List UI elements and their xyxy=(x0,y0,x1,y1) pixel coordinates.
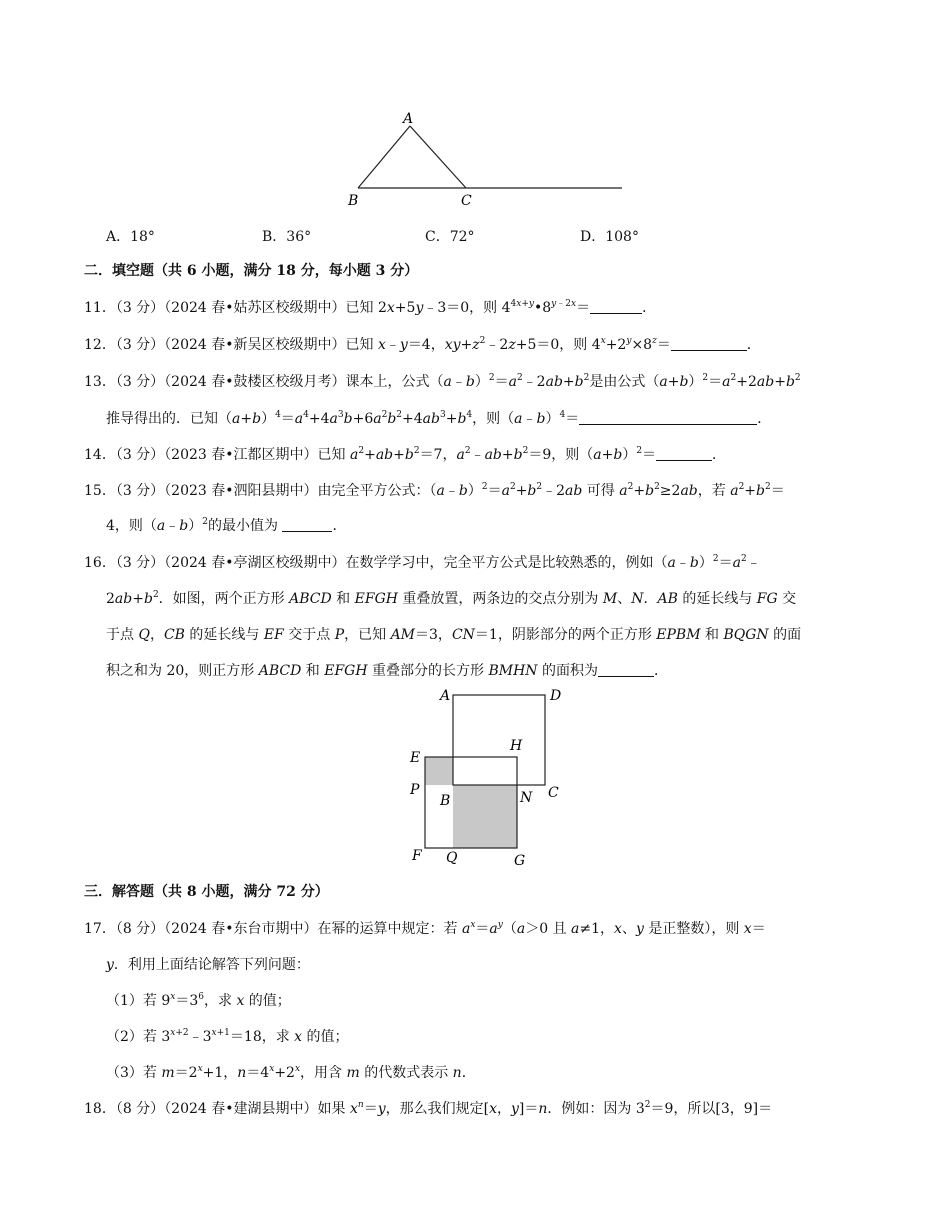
label-a: A xyxy=(440,688,451,704)
vertex-label-c: C xyxy=(461,193,472,209)
label-g: G xyxy=(514,853,526,869)
question-15: 15．（3 分）（2023 春•泗阳县期中）由完全平方公式：$(a﹣b)^2=a^2+b^2﹣2ab$ 可得 $a^2+b^2\ge 2ab$，若 $a^2+b^2=$ xyxy=(84,482,785,499)
label-e: E xyxy=(410,750,421,766)
question-17-part2: （2）若 $3^{x+2}﹣3^{x+1}=18$，求 x 的值； xyxy=(106,1028,349,1045)
label-c: C xyxy=(548,785,559,801)
question-17-line2: y．利用上面结论解答下列问题： xyxy=(106,957,310,973)
choice-d: D．108° xyxy=(580,229,639,245)
label-f: F xyxy=(412,848,422,864)
question-17-part1: （1）若 $9^x=3^6$，求 x 的值； xyxy=(106,992,291,1009)
question-16-line4: 积之和为 20，则正方形 ABCD 和 EFGH 重叠部分的长方形 BMHN 的面积为 ． xyxy=(106,663,669,679)
question-16-line2: $2ab+b^2$．如图，两个正方形 ABCD 和 EFGH 重叠放置，两条边的交点分别为 M、N．AB 的延长线与 FG 交 xyxy=(106,590,797,607)
section2-title: 二．填空题（共 6 小题，满分 18 分，每小题 3 分） xyxy=(84,263,419,279)
question-11: 11．（3 分）（2024 春•姑苏区校级期中）已知 2x+5y﹣3＝0，则 $4^{4x+y}•8^{y﹣2x}=$ ． xyxy=(84,299,657,316)
label-n: N xyxy=(520,790,533,806)
question-17-part3: （3）若 $m=2^x+1$，$n=4^x+2^x$，用含 m 的代数式表示 n． xyxy=(106,1064,476,1081)
label-p: P xyxy=(410,782,420,798)
label-h: H xyxy=(510,738,523,754)
question-15-line2: 4，则（a﹣b）$^2$的最小值为 ． xyxy=(106,517,347,534)
question-13: 13．（3 分）（2024 春•鼓楼区校级月考）课本上，公式$(a﹣b)^2=a^2﹣2ab+b^2$是由公式$(a+b)^2=a^2+2ab+b^2$ xyxy=(84,373,801,390)
choice-a: A．18° xyxy=(106,229,155,245)
question-17: 17．（8 分）（2024 春•东台市期中）在幂的运算中规定：若 $a^x=a^y(a>0$ 且 a≠1，x、y 是正整数），则 x＝ xyxy=(84,920,766,937)
choice-b: B．36° xyxy=(262,229,312,245)
choice-c: C．72° xyxy=(425,229,475,245)
question-14: 14．（3 分）（2023 春•江都区期中）已知 $a^2+ab+b^2=7$，$a^2﹣ab+b^2=9$，则$(a+b)^2=$ ． xyxy=(84,446,727,463)
question-13-line2: 推导得出的．已知$(a+b)^4=a^4+4a^3b+6a^2b^2+4ab^3+b^4$，则（a﹣b）$^4$＝ ． xyxy=(106,410,772,427)
label-q: Q xyxy=(446,850,458,866)
question-16: 16．（3 分）（2024 春•亭湖区校级期中）在数学学习中，完全平方公式是比较熟悉的，例如$(a﹣b)^2=a^2﹣$ xyxy=(84,554,761,571)
vertex-label-b: B xyxy=(348,193,359,209)
question-12: 12．（3 分）（2024 春•新吴区校级期中）已知 x﹣y＝4，$xy+z^2﹣2z+5=0$，则 $4^x+2^y\times 8^z=$ ． xyxy=(84,336,761,353)
triangle-figure xyxy=(340,106,640,210)
label-d: D xyxy=(550,688,562,704)
vertex-label-a: A xyxy=(403,111,414,127)
question-16-line3: 于点 Q，CB 的延长线与 EF 交于点 P，已知 AM＝3，CN＝1，阴影部分的两个正方形 EPBM 和 BQGN 的面 xyxy=(106,627,802,643)
question-18: 18．（8 分）（2024 春•建湖县期中）如果 $x^n=y$，那么我们规定[x，y]＝n．例如：因为 $3^2=9$，所以[3，9]＝ xyxy=(84,1100,773,1117)
label-b: B xyxy=(440,793,451,809)
squares-figure xyxy=(400,684,580,870)
section3-title: 三．解答题（共 8 小题，满分 72 分） xyxy=(84,884,329,900)
